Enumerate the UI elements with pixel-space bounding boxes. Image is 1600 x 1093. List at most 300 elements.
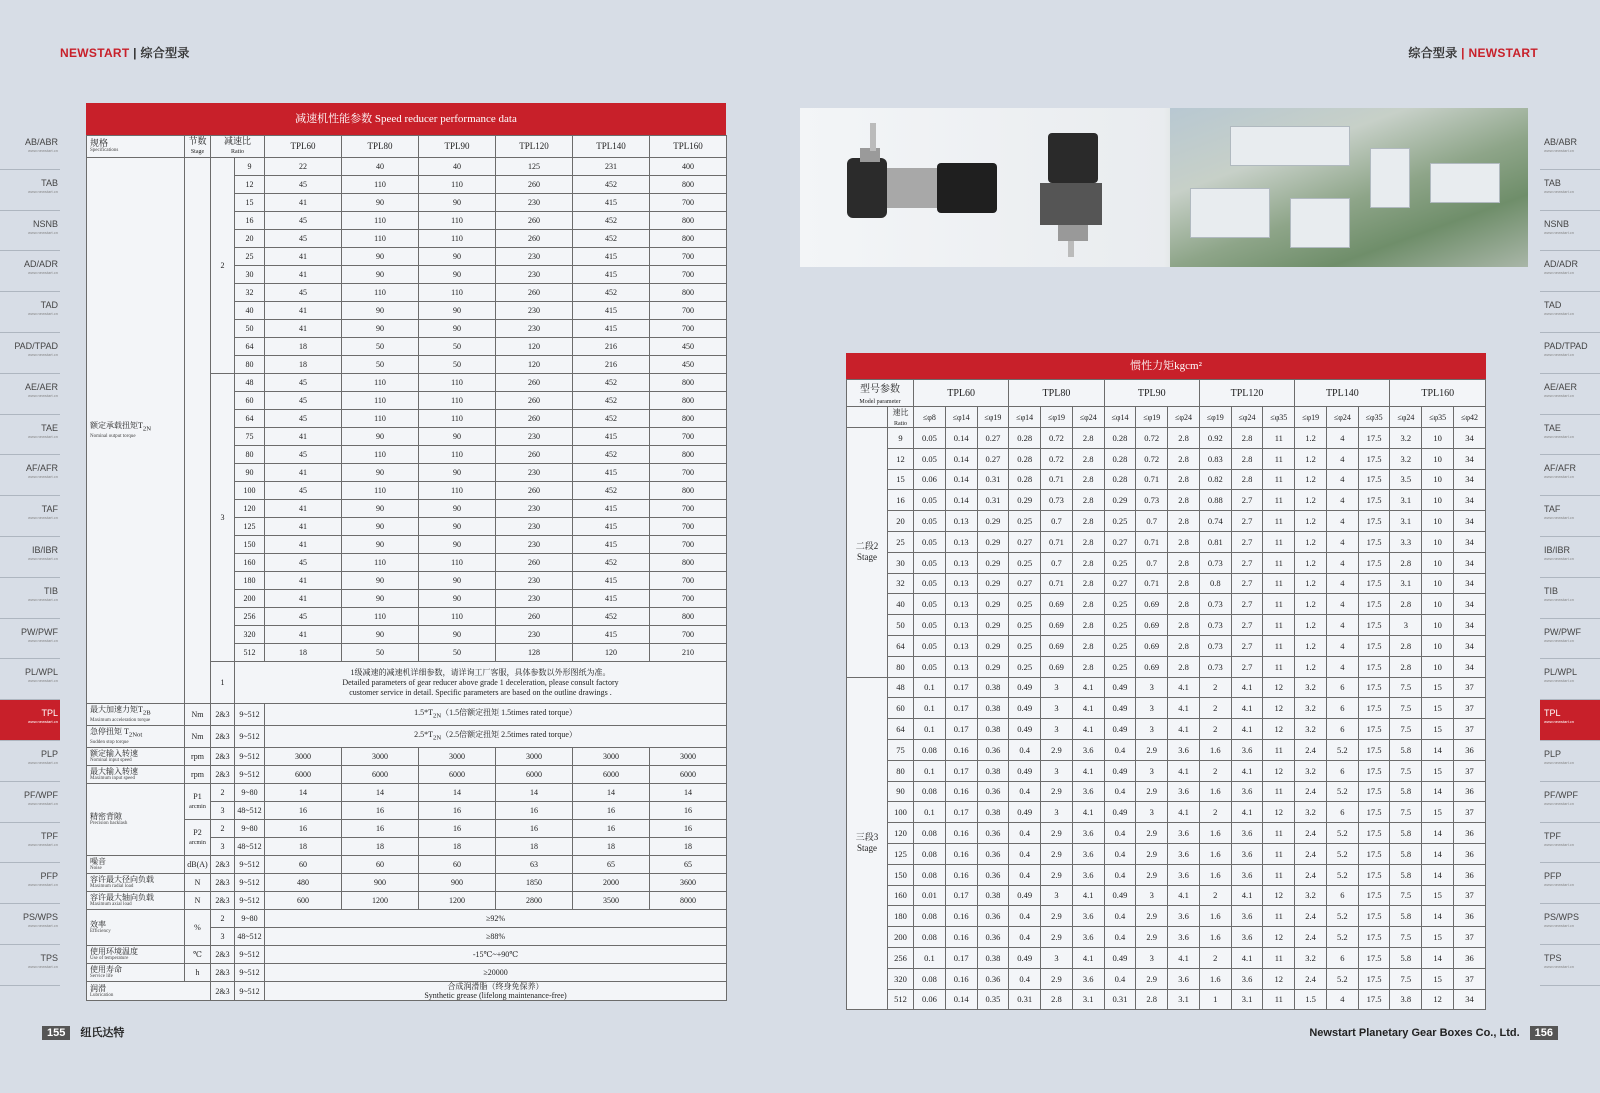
inertia-value-cell: 0.08 (914, 906, 946, 927)
ratio-cell: 48~512 (235, 838, 265, 856)
side-nav-right-item-pfp[interactable] (1540, 863, 1600, 904)
model-header: TPL80 (342, 136, 419, 158)
nav-item-code: TAB (41, 177, 58, 188)
backlash-value-cell: 16 (419, 820, 496, 838)
model-header: TPL60 (265, 136, 342, 158)
backlash-value-cell: 16 (650, 802, 727, 820)
nav-item-code: TPS (40, 952, 58, 963)
inertia-value-cell: 0.38 (977, 802, 1009, 823)
ratio-cell: 160 (235, 554, 265, 572)
inertia-value-cell: 36 (1454, 906, 1486, 927)
model-header: TPL80 (1009, 380, 1104, 407)
noise-value-cell: 60 (342, 856, 419, 874)
table-row (847, 719, 1486, 740)
ratio-cell: 160 (888, 885, 914, 906)
inertia-value-cell: 2.8 (1168, 552, 1200, 573)
inertia-value-cell: 4.1 (1168, 885, 1200, 906)
shaft-header: ≤φ14 (945, 407, 977, 428)
side-nav-right-item-pad-tpad[interactable] (1540, 333, 1600, 374)
inertia-value-cell: 0.88 (1199, 490, 1231, 511)
nav-item-url: www.newstart.cn (27, 923, 58, 929)
torque-label-cell (87, 158, 185, 704)
side-nav-right-item-tad[interactable] (1540, 292, 1600, 333)
inertia-value-cell: 4.1 (1072, 885, 1104, 906)
stage-cell: 3 (211, 928, 235, 946)
inertia-value-cell: 2 (1199, 719, 1231, 740)
nav-item-url: www.newstart.cn (1544, 188, 1575, 194)
ratio-cell: 200 (888, 927, 914, 948)
side-nav-right-item-taf[interactable] (1540, 496, 1600, 537)
side-nav-left-item-pf-wpf[interactable] (0, 782, 60, 823)
inertia-value-cell: 0.71 (1136, 573, 1168, 594)
inertia-value-cell: 0.71 (1136, 531, 1168, 552)
ratio-cell: 50 (888, 615, 914, 636)
inertia-value-cell: 11 (1263, 864, 1295, 885)
inertia-value-cell: 0.13 (945, 615, 977, 636)
torque-value-cell: 40 (419, 158, 496, 176)
side-nav-right-item-af-afr[interactable] (1540, 455, 1600, 496)
ratio-cell: 12 (235, 176, 265, 194)
torque-value-cell: 260 (496, 212, 573, 230)
noise-value-cell: 60 (419, 856, 496, 874)
side-nav-left-item-tad[interactable] (0, 292, 60, 333)
side-nav-right-item-tae[interactable] (1540, 415, 1600, 456)
side-nav-left-item-tpf[interactable] (0, 823, 60, 864)
unit-cell-empty (185, 158, 211, 704)
side-nav-left-item-pad-tpad[interactable] (0, 333, 60, 374)
inertia-value-cell: 0.25 (1009, 656, 1041, 677)
inertia-value-cell: 0.29 (977, 635, 1009, 656)
ratio-cell: 256 (888, 947, 914, 968)
torque-value-cell: 700 (650, 266, 727, 284)
torque-value-cell: 90 (342, 572, 419, 590)
axial-load-value-cell: 1200 (419, 892, 496, 910)
inertia-value-cell: 6 (1326, 885, 1358, 906)
shaft-header: ≤φ19 (1199, 407, 1231, 428)
inertia-value-cell: 0.16 (945, 864, 977, 885)
accel-torque-value-tail: （1.5倍额定扭矩 1.5times rated torque） (441, 708, 577, 718)
backlash-value-cell: 16 (496, 820, 573, 838)
inertia-value-cell: 4.1 (1168, 698, 1200, 719)
inertia-value-cell: 0.05 (914, 490, 946, 511)
ratio-cell: 9~80 (235, 820, 265, 838)
inertia-value-cell: 3.5 (1390, 469, 1422, 490)
inertia-value-cell: 12 (1263, 885, 1295, 906)
ratio-cell: 64 (888, 719, 914, 740)
inertia-value-cell: 2.8 (1231, 469, 1263, 490)
inertia-value-cell: 0.4 (1009, 927, 1041, 948)
stage-cell: 2&3 (211, 766, 235, 784)
side-nav-left-item-ps-wps[interactable] (0, 904, 60, 945)
side-nav-left-item-tpl[interactable] (0, 700, 60, 741)
torque-value-cell: 45 (265, 482, 342, 500)
inertia-value-cell: 34 (1454, 511, 1486, 532)
inertia-value-cell: 4 (1326, 428, 1358, 449)
table-row (847, 781, 1486, 802)
side-nav-left-item-pl-wpl[interactable] (0, 659, 60, 700)
model-header: TPL160 (650, 136, 727, 158)
inertia-value-cell: 1.6 (1199, 927, 1231, 948)
torque-value-cell: 415 (573, 248, 650, 266)
inertia-value-cell: 11 (1263, 823, 1295, 844)
side-nav-right-item-ad-adr[interactable] (1540, 251, 1600, 292)
torque-value-cell: 41 (265, 536, 342, 554)
torque-value-cell: 120 (573, 644, 650, 662)
inertia-value-cell: 0.28 (1104, 469, 1136, 490)
stage-cell: 2&3 (211, 856, 235, 874)
spec-header-en: Specifications (90, 148, 119, 153)
radial-load-en: Maximum radial load (90, 884, 134, 889)
inertia-value-cell: 15 (1422, 698, 1454, 719)
table-row (847, 448, 1486, 469)
ratio-cell: 80 (888, 656, 914, 677)
inertia-value-cell: 5.8 (1390, 781, 1422, 802)
inertia-value-cell: 14 (1422, 823, 1454, 844)
inertia-value-cell: 34 (1454, 428, 1486, 449)
side-nav-left-item-pfp[interactable] (0, 863, 60, 904)
ratio-cell: 80 (235, 356, 265, 374)
ratio-cell: 48~512 (235, 802, 265, 820)
torque-value-cell: 90 (342, 266, 419, 284)
table-row (87, 982, 727, 1001)
inertia-value-cell: 2 (1199, 947, 1231, 968)
service-life-label: 使用寿命 (90, 965, 122, 974)
inertia-value-cell: 34 (1454, 635, 1486, 656)
side-nav-right-item-ib-ibr[interactable] (1540, 537, 1600, 578)
side-nav-left-item-af-afr[interactable] (0, 455, 60, 496)
side-nav-right-item-ps-wps[interactable] (1540, 904, 1600, 945)
table-row (87, 784, 727, 802)
side-nav-right-item-nsnb[interactable] (1540, 211, 1600, 252)
torque-value-cell: 50 (342, 644, 419, 662)
side-nav-left-item-tae[interactable] (0, 415, 60, 456)
inertia-value-cell: 10 (1422, 490, 1454, 511)
shaft-header: ≤φ8 (914, 407, 946, 428)
table-row (87, 766, 727, 784)
ratio-cell: 50 (235, 320, 265, 338)
efficiency-value-cell: ≥92% (265, 910, 727, 928)
side-nav-right-item-pf-wpf[interactable] (1540, 782, 1600, 823)
torque-value-cell: 800 (650, 176, 727, 194)
inertia-value-cell: 0.74 (1199, 511, 1231, 532)
inertia-value-cell: 0.49 (1104, 698, 1136, 719)
torque-value-cell: 415 (573, 626, 650, 644)
torque-value-cell: 230 (496, 626, 573, 644)
nav-item-code: TAE (41, 422, 58, 433)
side-nav-right-item-pl-wpl[interactable] (1540, 659, 1600, 700)
inertia-value-cell: 0.49 (1104, 760, 1136, 781)
side-nav-left-item-taf[interactable] (0, 496, 60, 537)
inertia-value-cell: 0.36 (977, 968, 1009, 989)
backlash-unit: arcmin (189, 839, 206, 846)
inertia-value-cell: 4 (1326, 490, 1358, 511)
torque-value-cell: 90 (419, 626, 496, 644)
inertia-value-cell: 5.2 (1326, 739, 1358, 760)
torque-value-cell: 18 (265, 644, 342, 662)
inertia-value-cell: 0.13 (945, 531, 977, 552)
side-nav-right-item-ae-aer[interactable] (1540, 374, 1600, 415)
inertia-value-cell: 11 (1263, 615, 1295, 636)
inertia-value-cell: 17.5 (1358, 781, 1390, 802)
torque-value-cell: 110 (419, 230, 496, 248)
torque-value-cell: 110 (419, 374, 496, 392)
inertia-value-cell: 3.6 (1072, 927, 1104, 948)
inertia-value-cell: 2 (1199, 760, 1231, 781)
nav-item-url: www.newstart.cn (27, 882, 58, 888)
inertia-value-cell: 4.1 (1168, 947, 1200, 968)
side-nav-left-item-tps[interactable] (0, 945, 60, 986)
inertia-value-cell: 0.14 (945, 448, 977, 469)
inertia-value-cell: 0.38 (977, 698, 1009, 719)
torque-value-cell: 41 (265, 626, 342, 644)
inertia-value-cell: 4.1 (1072, 947, 1104, 968)
inertia-value-cell: 0.25 (1009, 594, 1041, 615)
side-nav-right-item-tpl[interactable] (1540, 700, 1600, 741)
inertia-value-cell: 3.1 (1072, 989, 1104, 1010)
inertia-value-cell: 11 (1263, 635, 1295, 656)
inertia-value-cell: 0.17 (945, 885, 977, 906)
inertia-value-cell: 11 (1263, 531, 1295, 552)
inertia-value-cell: 0.69 (1136, 656, 1168, 677)
torque-value-cell: 800 (650, 608, 727, 626)
axial-load-label: 容许最大轴向负载 (90, 893, 154, 902)
inertia-value-cell: 2.4 (1295, 968, 1327, 989)
torque-value-cell: 90 (342, 194, 419, 212)
inertia-value-cell: 0.14 (945, 469, 977, 490)
nav-item-code: TPS (1544, 952, 1562, 963)
inertia-value-cell: 0.73 (1199, 656, 1231, 677)
stage-label-cell (847, 428, 888, 678)
accel-torque-label-cell (87, 704, 185, 726)
table-row (847, 677, 1486, 698)
side-nav-right-item-tab[interactable] (1540, 170, 1600, 211)
inertia-value-cell: 3.6 (1168, 843, 1200, 864)
ratio-cell: 64 (235, 338, 265, 356)
inertia-value-cell: 0.4 (1104, 968, 1136, 989)
side-nav-left-item-pw-pwf[interactable] (0, 619, 60, 660)
side-nav-left-item-tib[interactable] (0, 578, 60, 619)
inertia-value-cell: 7.5 (1390, 927, 1422, 948)
inertia-value-cell: 17.5 (1358, 635, 1390, 656)
side-nav-left-item-plp[interactable] (0, 741, 60, 782)
inertia-value-cell: 2.8 (1168, 428, 1200, 449)
inertia-value-cell: 1.2 (1295, 428, 1327, 449)
side-nav-left-item-ad-adr[interactable] (0, 251, 60, 292)
inertia-value-cell: 3 (1136, 698, 1168, 719)
torque-value-cell: 260 (496, 554, 573, 572)
inertia-value-cell: 10 (1422, 635, 1454, 656)
torque-value-cell: 50 (419, 644, 496, 662)
estop-torque-label-cell (87, 726, 185, 748)
nav-item-code: PS/WPS (22, 912, 58, 923)
torque-value-cell: 230 (496, 320, 573, 338)
nav-item-code: IB/IBR (1544, 544, 1571, 555)
inertia-value-cell: 1.6 (1199, 781, 1231, 802)
inertia-value-cell: 5.8 (1390, 843, 1422, 864)
torque-value-cell: 452 (573, 284, 650, 302)
inertia-value-cell: 0.49 (1104, 677, 1136, 698)
inertia-value-cell: 2.4 (1295, 781, 1327, 802)
ratio-cell: 15 (888, 469, 914, 490)
inertia-value-cell: 17.5 (1358, 615, 1390, 636)
axial-load-value-cell: 8000 (650, 892, 727, 910)
max-speed-value-cell: 6000 (573, 766, 650, 784)
side-nav-right-item-plp[interactable] (1540, 741, 1600, 782)
unit-cell: h (185, 964, 211, 982)
torque-value-cell: 210 (650, 644, 727, 662)
inertia-value-cell: 0.29 (977, 573, 1009, 594)
inertia-value-cell: 0.72 (1136, 428, 1168, 449)
torque-value-cell: 452 (573, 212, 650, 230)
side-nav-right-item-tpf[interactable] (1540, 823, 1600, 864)
inertia-value-cell: 0.1 (914, 698, 946, 719)
torque-value-cell: 260 (496, 482, 573, 500)
axial-load-en: Maximum axial load (90, 902, 132, 907)
inertia-value-cell: 3.6 (1072, 739, 1104, 760)
inertia-value-cell: 4 (1326, 615, 1358, 636)
side-nav-right-item-pw-pwf[interactable] (1540, 619, 1600, 660)
ratio-cell: 25 (235, 248, 265, 266)
stage-cell: 1 (211, 662, 235, 704)
inertia-value-cell: 1.2 (1295, 615, 1327, 636)
backlash-value-cell: 16 (496, 802, 573, 820)
nominal-speed-value-cell: 3000 (265, 748, 342, 766)
inertia-value-cell: 6 (1326, 698, 1358, 719)
inertia-value-cell: 3.6 (1072, 906, 1104, 927)
torque-value-cell: 41 (265, 518, 342, 536)
inertia-value-cell: 11 (1263, 511, 1295, 532)
backlash-label-cell (87, 784, 185, 856)
torque-value-cell: 700 (650, 590, 727, 608)
torque-value-cell: 230 (496, 428, 573, 446)
torque-value-cell: 110 (419, 176, 496, 194)
ratio-cell: 25 (888, 531, 914, 552)
inertia-value-cell: 0.29 (977, 615, 1009, 636)
inertia-value-cell: 12 (1263, 802, 1295, 823)
inertia-value-cell: 0.29 (977, 656, 1009, 677)
shaft-header: ≤φ19 (1295, 407, 1327, 428)
torque-value-cell: 90 (342, 626, 419, 644)
inertia-value-cell: 3.2 (1295, 698, 1327, 719)
inertia-value-cell: 0.35 (977, 989, 1009, 1010)
inertia-value-cell: 14 (1422, 906, 1454, 927)
ratio-cell: 9 (888, 428, 914, 449)
inertia-value-cell: 12 (1263, 677, 1295, 698)
torque-value-cell: 90 (419, 536, 496, 554)
inertia-value-cell: 0.28 (1104, 428, 1136, 449)
backlash-value-cell: 18 (419, 838, 496, 856)
inertia-value-cell: 17.5 (1358, 968, 1390, 989)
inertia-value-cell: 1.2 (1295, 531, 1327, 552)
inertia-value-cell: 0.7 (1041, 511, 1073, 532)
ratio-cell: 32 (888, 573, 914, 594)
inertia-value-cell: 0.82 (1199, 469, 1231, 490)
torque-value-cell: 260 (496, 176, 573, 194)
torque-value-cell: 110 (342, 410, 419, 428)
torque-value-cell: 45 (265, 554, 342, 572)
ratio-cell: 9~512 (235, 964, 265, 982)
inertia-value-cell: 0.49 (1009, 760, 1041, 781)
backlash-label: 精密背隙 (90, 812, 122, 821)
inertia-value-cell: 4.1 (1072, 719, 1104, 740)
inertia-value-cell: 5.2 (1326, 781, 1358, 802)
torque-value-cell: 230 (496, 590, 573, 608)
inertia-value-cell: 11 (1263, 656, 1295, 677)
inertia-value-cell: 15 (1422, 719, 1454, 740)
inertia-value-cell: 37 (1454, 719, 1486, 740)
inertia-value-cell: 3.6 (1168, 864, 1200, 885)
inertia-value-cell: 11 (1263, 573, 1295, 594)
side-nav-left-item-ib-ibr[interactable] (0, 537, 60, 578)
inertia-value-cell: 11 (1263, 781, 1295, 802)
inertia-value-cell: 0.25 (1009, 511, 1041, 532)
torque-value-cell: 452 (573, 410, 650, 428)
inertia-value-cell: 17.5 (1358, 864, 1390, 885)
inertia-value-cell: 2.8 (1168, 511, 1200, 532)
nav-item-url: www.newstart.cn (27, 596, 58, 602)
company-name-cn: 纽氏达特 (80, 1027, 125, 1039)
inertia-value-cell: 0.4 (1009, 843, 1041, 864)
table-row (847, 802, 1486, 823)
inertia-value-cell: 3 (1390, 615, 1422, 636)
inertia-value-cell: 11 (1263, 428, 1295, 449)
backlash-value-cell: 16 (342, 820, 419, 838)
torque-value-cell: 415 (573, 464, 650, 482)
shaft-header: ≤φ42 (1454, 407, 1486, 428)
side-nav-left-item-ae-aer[interactable] (0, 374, 60, 415)
side-nav-left-item-nsnb[interactable] (0, 211, 60, 252)
inertia-value-cell: 0.49 (1104, 719, 1136, 740)
torque-value-cell: 110 (419, 608, 496, 626)
inertia-value-cell: 2.4 (1295, 864, 1327, 885)
inertia-value-cell: 3 (1041, 760, 1073, 781)
torque-value-cell: 90 (419, 500, 496, 518)
ratio-cell: 75 (235, 428, 265, 446)
torque-value-cell: 110 (342, 608, 419, 626)
backlash-value-cell: 16 (419, 802, 496, 820)
side-nav-right-item-ab-abr[interactable] (1540, 129, 1600, 170)
inertia-value-cell: 3.2 (1295, 719, 1327, 740)
nav-item-code: AE/AER (1544, 381, 1578, 392)
inertia-value-cell: 2.9 (1136, 927, 1168, 948)
inertia-value-cell: 4 (1326, 552, 1358, 573)
stage-cell: 2&3 (211, 964, 235, 982)
inertia-value-cell: 3.1 (1390, 511, 1422, 532)
inertia-value-cell: 0.7 (1136, 511, 1168, 532)
inertia-value-cell: 3.2 (1390, 448, 1422, 469)
torque-value-cell: 230 (496, 572, 573, 590)
inertia-value-cell: 0.17 (945, 677, 977, 698)
inertia-value-cell: 17.5 (1358, 739, 1390, 760)
side-nav-left-item-tab[interactable] (0, 170, 60, 211)
side-nav-left-item-ab-abr[interactable] (0, 129, 60, 170)
inertia-value-cell: 0.25 (1009, 552, 1041, 573)
inertia-value-cell: 34 (1454, 552, 1486, 573)
inertia-value-cell: 3.6 (1072, 823, 1104, 844)
inertia-value-cell: 0.4 (1104, 843, 1136, 864)
inertia-value-cell: 11 (1263, 490, 1295, 511)
inertia-value-cell: 0.17 (945, 947, 977, 968)
inertia-value-cell: 17.5 (1358, 843, 1390, 864)
inertia-value-cell: 3.6 (1168, 968, 1200, 989)
table-row (847, 968, 1486, 989)
max-speed-value-cell: 6000 (419, 766, 496, 784)
torque-value-cell: 90 (419, 518, 496, 536)
inertia-value-cell: 0.13 (945, 573, 977, 594)
side-nav-right-item-tps[interactable] (1540, 945, 1600, 986)
torque-value-cell: 800 (650, 212, 727, 230)
side-nav-right-item-tib[interactable] (1540, 578, 1600, 619)
